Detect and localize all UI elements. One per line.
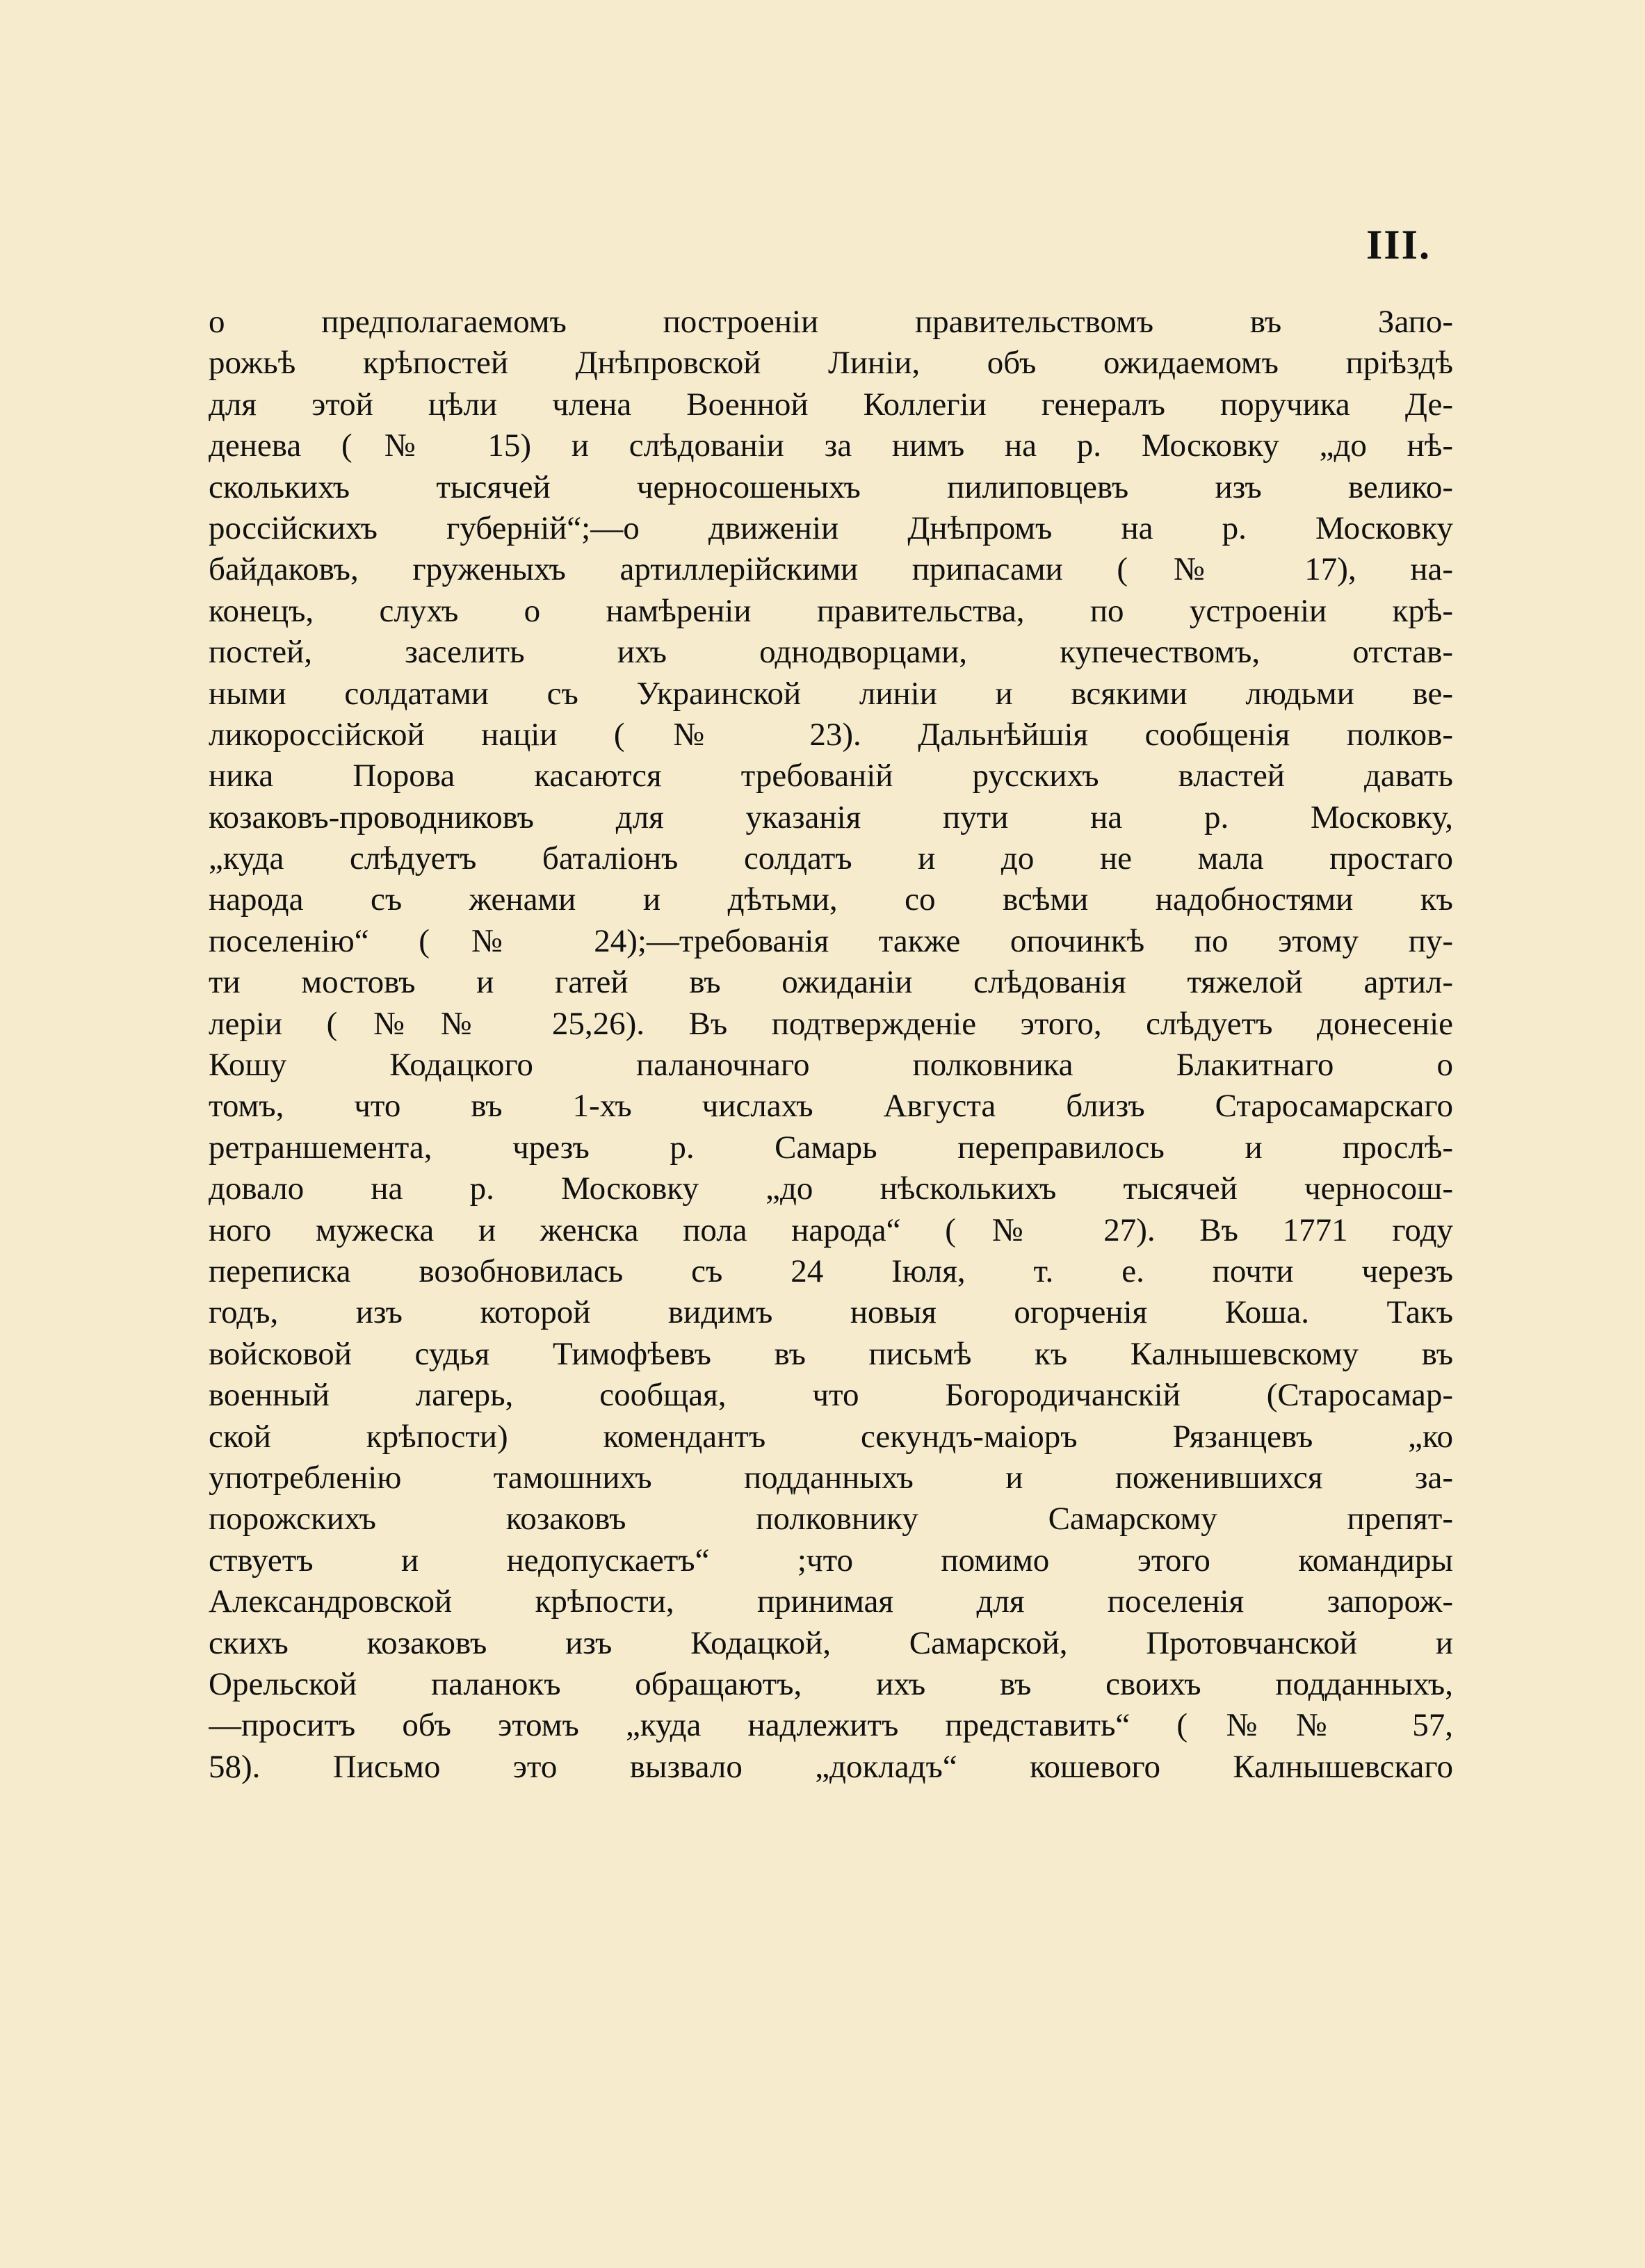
text-line: рожьѣ крѣпостей Днѣпровской Линіи, объ ожидаемомъ пріѣздѣ	[209, 345, 1453, 382]
text-line: 58). Письмо это вызвало „докладъ“ кошевого Калнышевскаго	[209, 1748, 1453, 1785]
text-line: ской крѣпости) комендантъ секундъ-маіоръ Рязанцевъ „ко	[209, 1418, 1453, 1455]
text-line: ствуетъ и недопускаетъ“ ;что помимо этого командиры	[209, 1542, 1453, 1578]
text-line: леріи (№№ 25,26). Въ подтвержденіе этого, слѣдуетъ донесеніе	[209, 1005, 1453, 1042]
text-line: томъ, что въ 1-хъ числахъ Августа близъ Старосамарскаго	[209, 1088, 1453, 1125]
text-line: ретраншемента, чрезъ р. Самарь переправилось и прослѣ-	[209, 1129, 1453, 1166]
text-line: ликороссійской націи (№ 23). Дальнѣйшія сообщенія полков-	[209, 716, 1453, 753]
body-text	[209, 302, 1453, 1788]
text-line: —проситъ объ этомъ „куда надлежитъ представить“ (№№ 57,	[209, 1707, 1453, 1744]
text-line: переписка возобновилась съ 24 Іюля, т. е. почти черезъ	[209, 1253, 1453, 1289]
text-line: ника Порова касаются требованій русскихъ властей давать	[209, 758, 1453, 794]
text-line: постей, заселить ихъ однодворцами, купечествомъ, отстав-	[209, 634, 1453, 671]
text-line: для этой цѣли члена Военной Коллегіи генералъ поручика Де-	[209, 386, 1453, 423]
text-line: довало на р. Московку „до нѣсколькихъ тысячей черносош-	[209, 1170, 1453, 1207]
page-number: III.	[1366, 222, 1431, 268]
text-line: военный лагерь, сообщая, что Богородичанскій (Старосамар-	[209, 1377, 1453, 1414]
text-line: употребленію тамошнихъ подданныхъ и поженившихся за-	[209, 1459, 1453, 1496]
text-line: байдаковъ, груженыхъ артиллерійскими припасами (№ 17), на-	[209, 551, 1453, 588]
text-line: сколькихъ тысячей черносошеныхъ пилиповцевъ изъ велико-	[209, 468, 1453, 505]
text-line: россійскихъ губерній“;—о движеніи Днѣпромъ на р. Московку	[209, 509, 1453, 546]
text-line: Орельской паланокъ обращаютъ, ихъ въ своихъ подданныхъ,	[209, 1665, 1453, 1702]
text-line: о предполагаемомъ построеніи правительствомъ въ Запо-	[209, 304, 1453, 340]
text-line: народа съ женами и дѣтьми, со всѣми надобностями къ	[209, 881, 1453, 918]
text-line: козаковъ-проводниковъ для указанія пути на р. Московку,	[209, 799, 1453, 835]
text-line: поселенію“ (№ 24);—требованія также опочинкѣ по этому пу-	[209, 922, 1453, 959]
text-line: Кошу Кодацкого паланочнаго полковника Блакитнаго о	[209, 1047, 1453, 1084]
text-line: скихъ козаковъ изъ Кодацкой, Самарской, Протовчанской и	[209, 1624, 1453, 1661]
text-line: войсковой судья Тимофѣевъ въ письмѣ къ Калнышевскому въ	[209, 1335, 1453, 1372]
text-line: „куда слѣдуетъ баталіонъ солдатъ и до не мала простаго	[209, 840, 1453, 877]
text-line: ти мостовъ и гатей въ ожиданіи слѣдованія тяжелой артил-	[209, 964, 1453, 1001]
text-line: порожскихъ козаковъ полковнику Самарскому препят-	[209, 1501, 1453, 1537]
text-line: денева (№ 15) и слѣдованіи за нимъ на р. Московку „до нѣ-	[209, 427, 1453, 464]
text-line: годъ, изъ которой видимъ новыя огорченія Коша. Такъ	[209, 1294, 1453, 1331]
text-line: ного мужеска и женска пола народа“ (№ 27). Въ 1771 году	[209, 1211, 1453, 1248]
text-line: Александровской крѣпости, принимая для поселенія запорож-	[209, 1583, 1453, 1620]
text-line: ными солдатами съ Украинской линіи и всякими людьми ве-	[209, 675, 1453, 712]
text-line: конецъ, слухъ о намѣреніи правительства, по устроеніи крѣ-	[209, 592, 1453, 629]
